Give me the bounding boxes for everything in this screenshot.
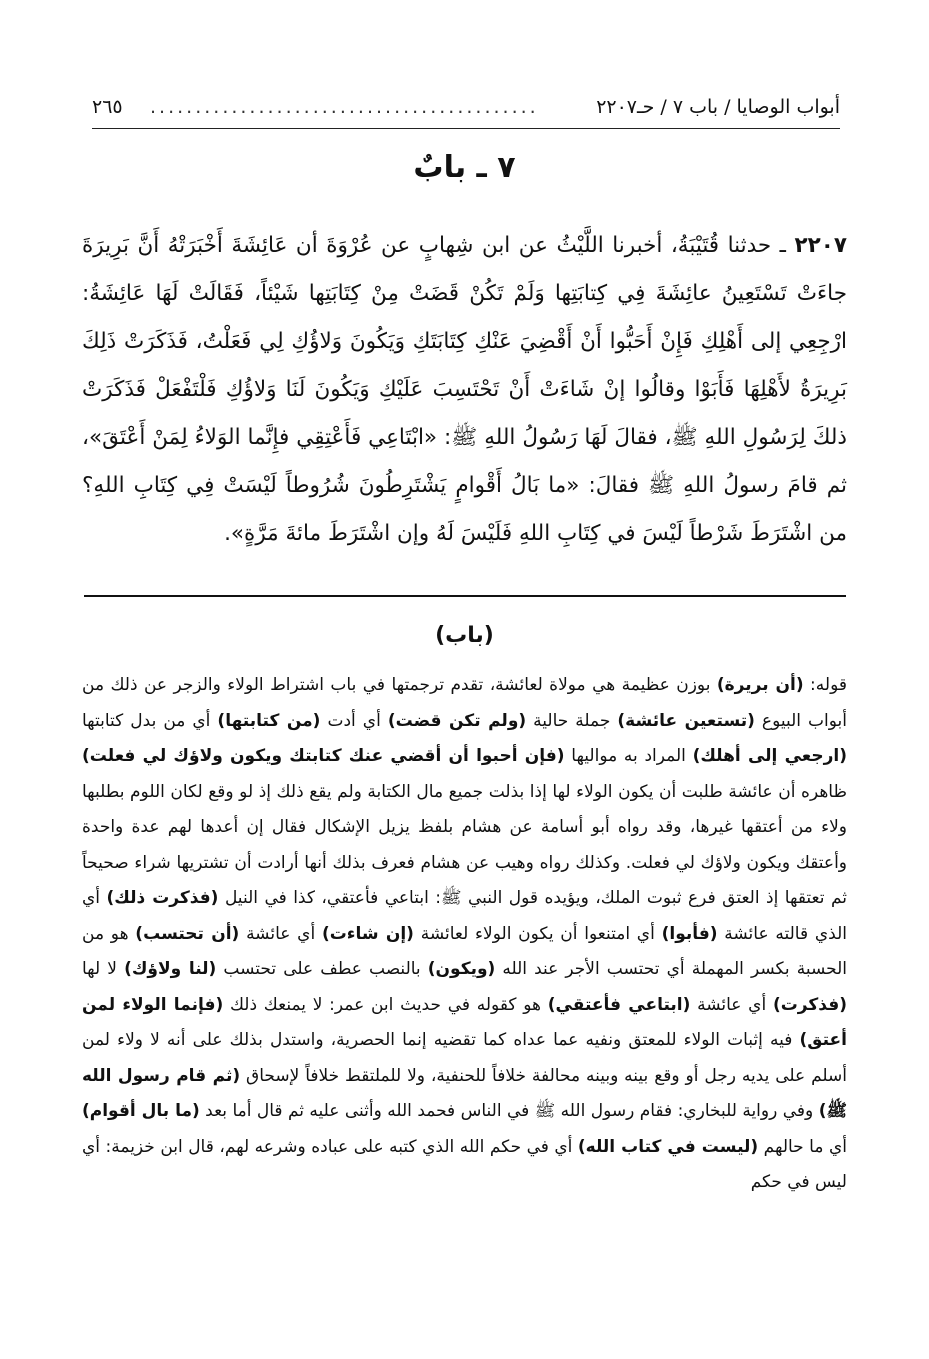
commentary-text: أي في حكم الله الذي كتبه على عباده وشرعه لهم، قال ابن خزيمة: أي ليس في حكم (82, 1136, 847, 1192)
commentary-text: أي ما حالهم (758, 1136, 847, 1157)
commentary-lemma: (فأبوا) (661, 923, 718, 944)
hadith-block (82, 222, 847, 558)
commentary-lemma: (ثم قام رسول الله ﷺ) (82, 1065, 847, 1121)
commentary-text: أي عائشة (239, 923, 322, 944)
commentary-lemma: (ليست في كتاب الله) (577, 1136, 759, 1157)
commentary-title: (باب) (435, 623, 494, 648)
commentary-lemma: (فذكرت) (772, 994, 847, 1015)
commentary-lemma: (ولم تكن قضت) (387, 710, 527, 731)
commentary-lemma: (من كتابتها) (217, 710, 321, 731)
commentary-text: أي امتنعوا أن يكون الولاء لعائشة (413, 923, 662, 944)
commentary-lemma: (فذكرت ذلك) (106, 888, 219, 908)
commentary-text: فيه إثبات الولاء للمعتق ونفيه عما عداه كما تقضيه إنما الحصرية، واستدل بذلك على أنه لا ولاء لمن أسلم على يديه رجل أو وقع بينه وبينه محالفة خلافاً للحنفية، ولا للملتقط خلافاً لإسحاق (82, 1030, 847, 1086)
commentary-lemma: (أن تحتسب) (135, 923, 240, 944)
commentary-text: أي من بدل كتابتها (82, 710, 218, 731)
dot-leader: ........................................... (150, 96, 539, 118)
commentary-text: بوزن عظيمة هي مولاة لعائشة، تقدم ترجمتها في باب اشتراط الولاء والزجر عن ذلك من أبواب البيوع (82, 675, 847, 731)
commentary-lemma: (تستعين عائشة) (617, 710, 755, 731)
commentary-lemma: (فإنما الولاء لمن أعتق) (82, 994, 847, 1050)
commentary-text: أي أدت (320, 710, 388, 731)
commentary-text: المراد به مواليها (564, 746, 693, 766)
commentary-block (82, 668, 847, 1201)
commentary-text: وفي رواية للبخاري: فقام رسول الله ﷺ في الناس فحمد الله وأثنى عليه ثم قال أما بعد (199, 1101, 819, 1121)
running-header (92, 92, 840, 129)
commentary-lemma: (فإن أحبوا أن أقضي عنك كتابتك ويكون ولاؤك لي فعلت) (82, 746, 565, 766)
commentary-text: ظاهره أن عائشة طلبت أن يكون الولاء لها إذا بذلت جميع مال الكتابة ولم يقع ذلك إذ لو وقع لكان اللوم بطلبها ولاء من أعتقها غيرها، وقد رواه أبو أسامة عن هشام بلفظ يزيل الإشكال فقال إن أعدها لهم عدة واحدة وأعتقك ويكون ولاؤك لي فعلت. وكذلك رواه وهيب عن هشام فعرف بذلك أنها أرادت أن تشتريها شراء صحيحاً ثم تعتقها إذ العتق فرع ثبوت الملك، ويؤيده قول النبي ﷺ: ابتاعي فأعتقي، كذا في النيل (82, 781, 847, 908)
commentary-text: أي الذي قالته عائشة (82, 888, 847, 944)
hadith-number: ٢٢٠٧ (794, 233, 847, 258)
hadith-text: ـ حدثنا قُتَيْبَةُ، أخبرنا اللَّيْثُ عن ابن شِهابٍ عن عُرْوَةَ أن عَائِشَةَ أَخْبَرَتْهُ أَنَّ بَرِيرَةَ جاءَتْ تَسْتَعِينُ عائِشَةَ فِي كِتابَتِها وَلَمْ تَكُنْ قَضَتْ مِنْ كِتَابَتِها شَيْئاً، فَقَالَتْ لَهَا عَائِشَةُ: ارْجِعِي إلى أَهْلِكِ فَإِنْ أَحَبُّوا أَنْ أَقْضِيَ عَنْكِ كِتَابَتَكِ وَيَكُونَ وَلاؤُكِ لِي فَعَلْتُ، فَذَكَرَتْ ذَلِكَ بَرِيرَةُ لأَهْلِهَا فَأَبَوْا وقالُوا إنْ شَاءَتْ أَنْ تَحْتَسِبَ عَلَيْكِ وَيَكُونَ لَنَا وَلاؤُكِ فَلْتَفْعَلْ فَذَكَرَتْ ذلكَ لِرَسُولِ اللهِ ﷺ، فقالَ لَهَا رَسُولُ اللهِ ﷺ: «ابْتَاعِي فَأَعْتِقِي فإِنَّما الوَلاءُ لِمَنْ أَعْتَقَ»، ثم قامَ رسولُ اللهِ ﷺ فقالَ: «ما بَالُ أَقْوامٍ يَشْتَرِطُونَ شُرُوطاً لَيْسَتْ فِي كِتَابِ اللهِ؟ من اشْتَرَطَ شَرْطاً لَيْسَ في كِتَابِ اللهِ فَلَيْسَ لَهُ وإن اشْتَرَطَ مائةَ مَرَّةٍ». (82, 233, 847, 546)
commentary-text: لا لها (82, 959, 125, 979)
commentary-text: قوله: (803, 675, 847, 695)
commentary-lemma: (ما بال أقوام) (82, 1101, 200, 1121)
commentary-text: هو كقوله في حديث ابن عمر: لا يمنعك ذلك (223, 994, 548, 1015)
commentary-text: أي عائشة (690, 994, 773, 1015)
commentary-lemma: (ارجعي إلى أهلك) (692, 746, 847, 766)
commentary-paragraph (82, 668, 847, 1201)
running-title: أبواب الوصايا / باب ٧ / حـ٢٢٠٧ (596, 96, 840, 118)
commentary-lemma: (ابتاعي فأعتقي) (547, 994, 691, 1015)
chapter-title: ٧ ـ بابٌ (413, 150, 516, 185)
commentary-text: بالنصب عطف على تحتسب (216, 959, 428, 979)
commentary-text: هو من الحسبة بكسر المهملة أي تحتسب الأجر عند الله (82, 923, 847, 979)
commentary-lemma: (إن شاءت) (321, 923, 414, 944)
hadith-paragraph (82, 222, 847, 558)
commentary-lemma: (ويكون) (427, 959, 496, 979)
commentary-lemma: (أن بريرة) (716, 675, 804, 695)
commentary-text: جملة حالية (526, 710, 618, 731)
footnote-separator (84, 595, 846, 597)
commentary-lemma: (لنا ولاؤك) (124, 959, 217, 979)
page-number: ٢٦٥ (92, 96, 123, 118)
